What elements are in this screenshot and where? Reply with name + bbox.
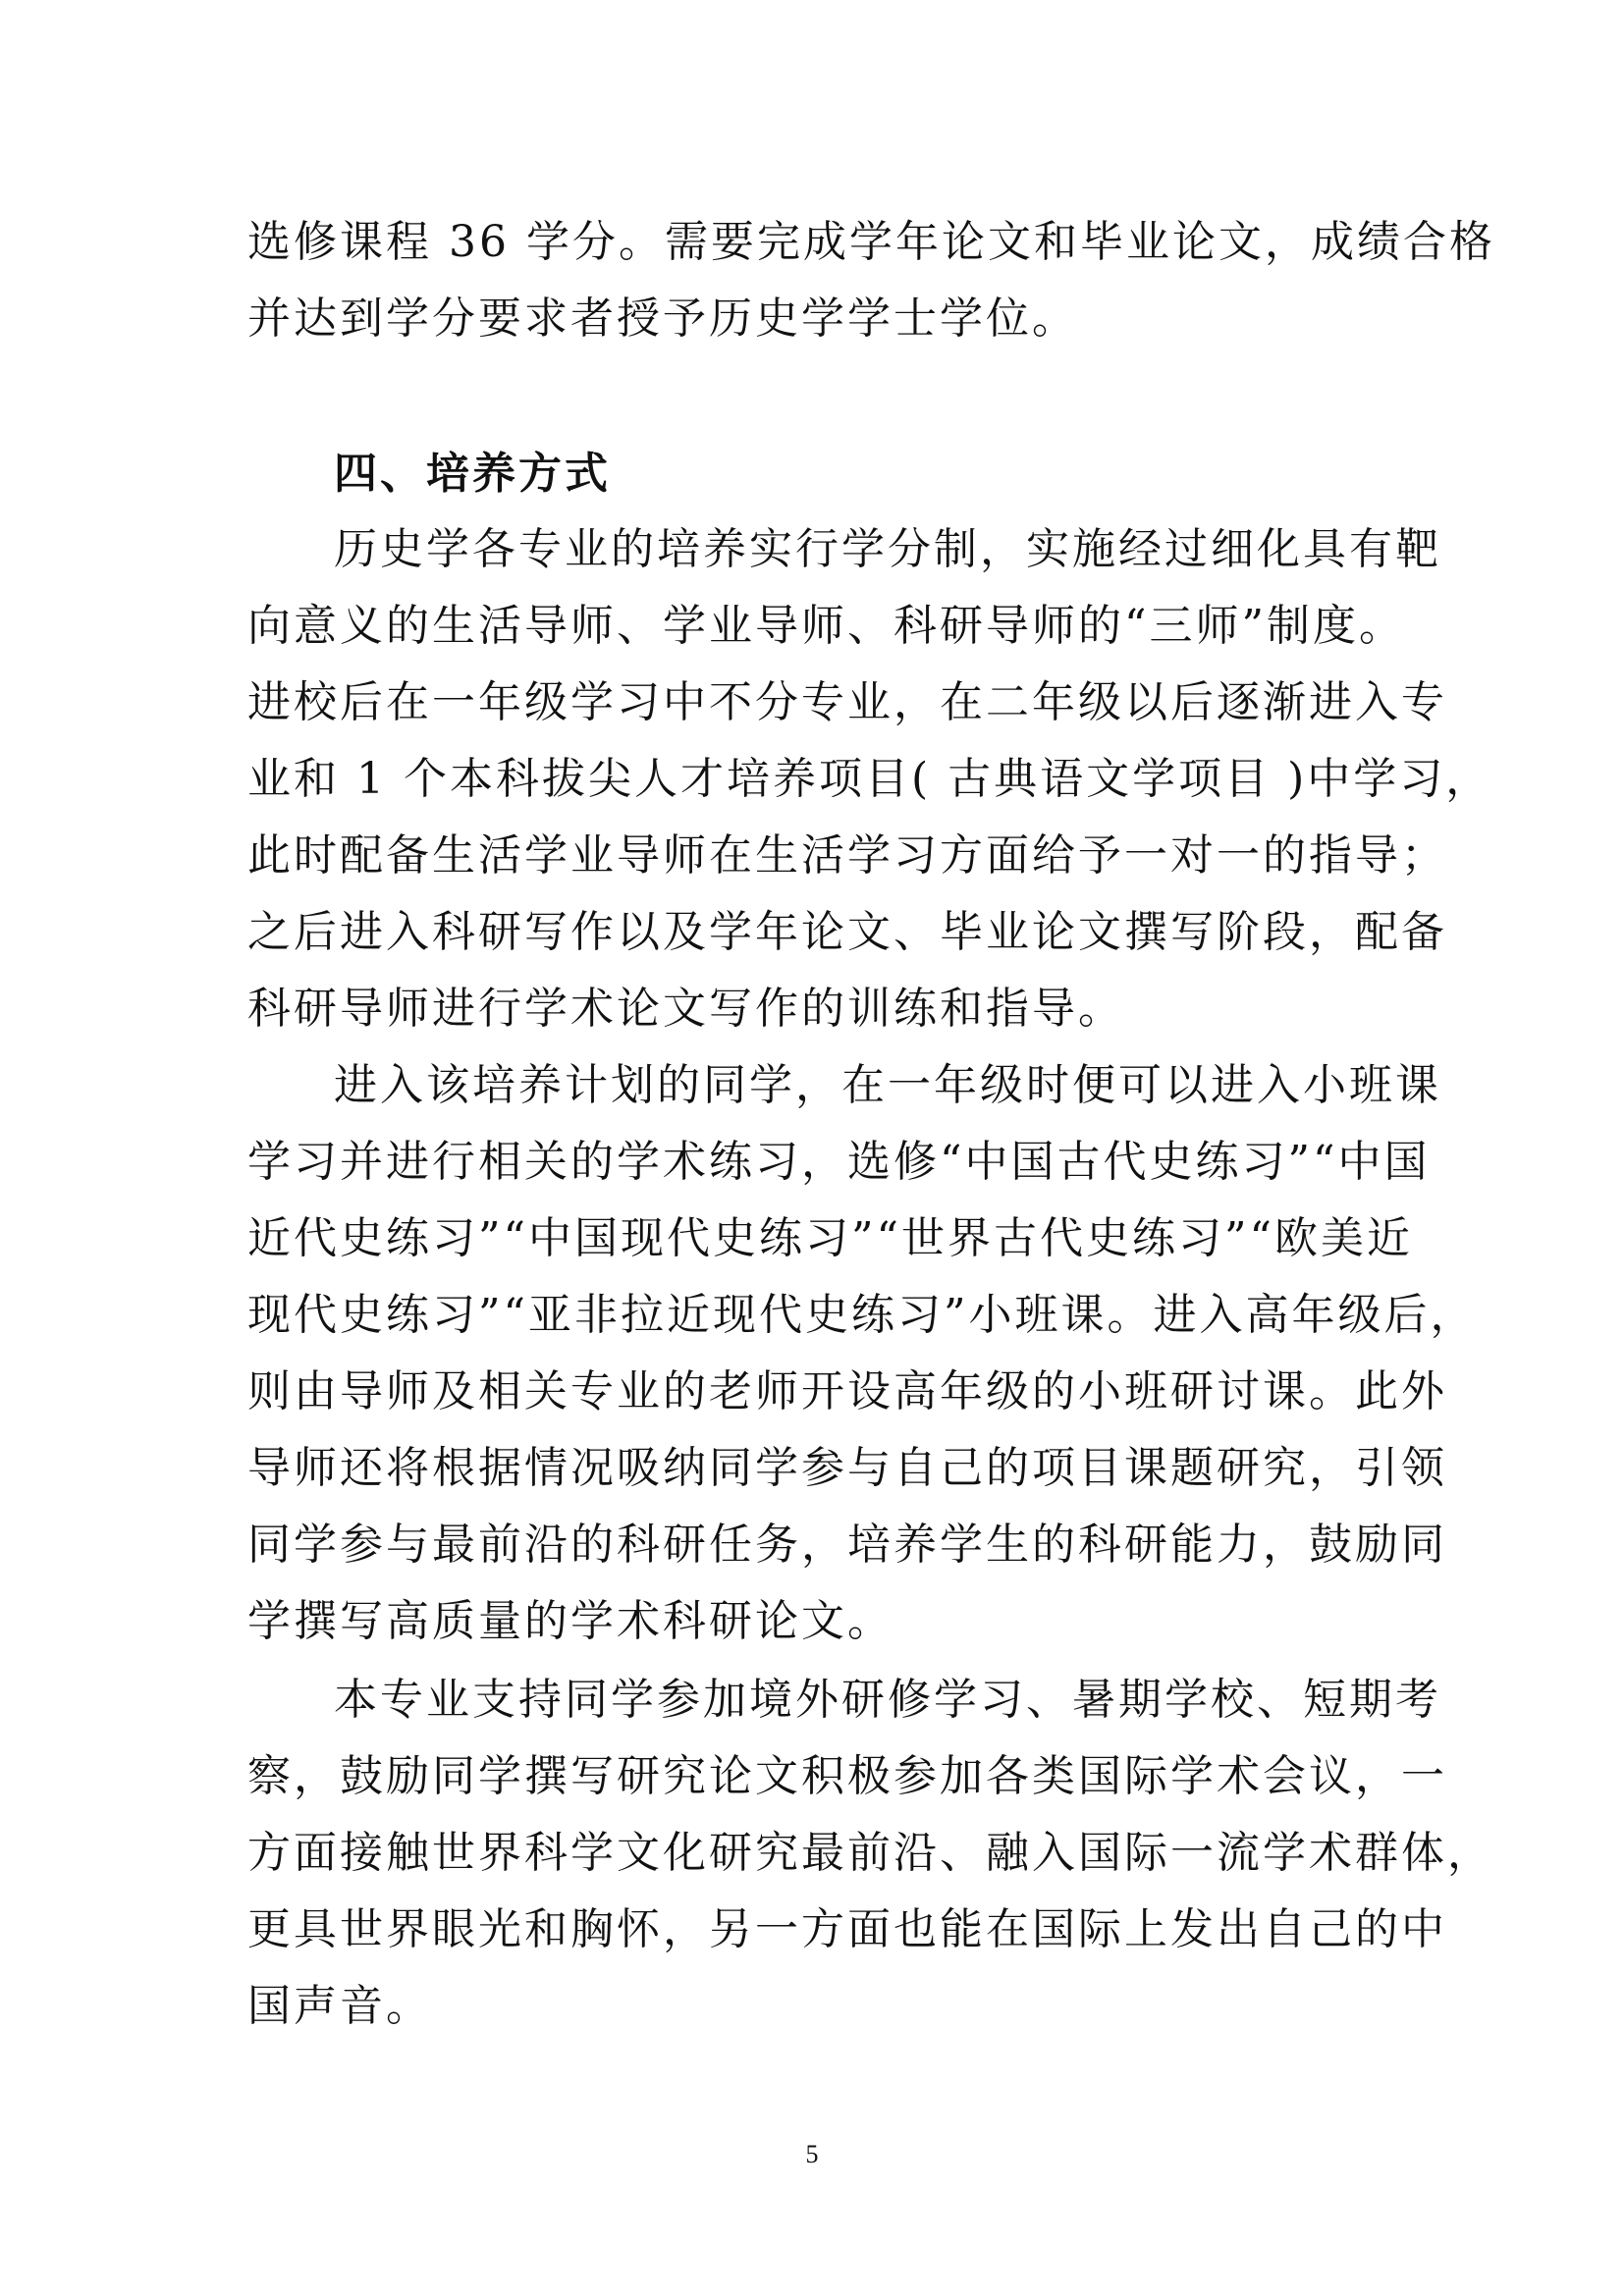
- text-line: 则由导师及相关专业的老师开设高年级的小班研讨课。此外: [247, 1366, 1447, 1416]
- text-line: 并达到学分要求者授予历史学学士学位。: [247, 294, 1078, 344]
- text-line: 同学参与最前沿的科研任务，培养学生的科研能力，鼓励同: [247, 1520, 1447, 1570]
- text-line: 进校后在一年级学习中不分专业，在二年级以后逐渐进入专: [247, 677, 1447, 727]
- section-heading: 四、培养方式: [334, 449, 611, 499]
- text-line: 向意义的生活导师、学业导师、科研导师的“三师”制度。: [247, 601, 1405, 651]
- text-line: 业和 1 个本科拔尖人才培养项目( 古典语文学项目 )中学习，: [247, 754, 1492, 804]
- text-line: 近代史练习”“中国现代史练习”“世界古代史练习”“欧美近: [247, 1213, 1413, 1263]
- text-line: 进入该培养计划的同学，在一年级时便可以进入小班课: [334, 1060, 1441, 1110]
- text-line: 察，鼓励同学撰写研究论文积极参加各类国际学术会议，一: [247, 1751, 1447, 1801]
- text-line: 本专业支持同学参加境外研修学习、暑期学校、短期考: [334, 1675, 1441, 1725]
- text-line: 历史学各专业的培养实行学分制，实施经过细化具有靶: [334, 524, 1441, 574]
- text-line: 此时配备生活学业导师在生活学习方面给予一对一的指导；: [247, 830, 1447, 881]
- text-line: 选修课程 36 学分。需要完成学年论文和毕业论文，成绩合格: [247, 217, 1495, 267]
- text-line: 学习并进行相关的学术练习，选修“中国古代史练习”“中国: [247, 1137, 1431, 1187]
- text-line: 科研导师进行学术论文写作的训练和指导。: [247, 984, 1124, 1034]
- text-line: 更具世界眼光和胸怀，另一方面也能在国际上发出自己的中: [247, 1904, 1447, 1954]
- text-line: 方面接触世界科学文化研究最前沿、融入国际一流学术群体，: [247, 1828, 1493, 1878]
- text-line: 学撰写高质量的学术科研论文。: [247, 1596, 893, 1646]
- text-line: 导师还将根据情况吸纳同学参与自己的项目课题研究，引领: [247, 1443, 1447, 1493]
- text-line: 国声音。: [247, 1981, 432, 2031]
- text-line: 现代史练习”“亚非拉近现代史练习”小班课。进入高年级后，: [247, 1290, 1477, 1340]
- text-line: 之后进入科研写作以及学年论文、毕业论文撰写阶段，配备: [247, 907, 1447, 957]
- page-number: 5: [805, 2140, 819, 2168]
